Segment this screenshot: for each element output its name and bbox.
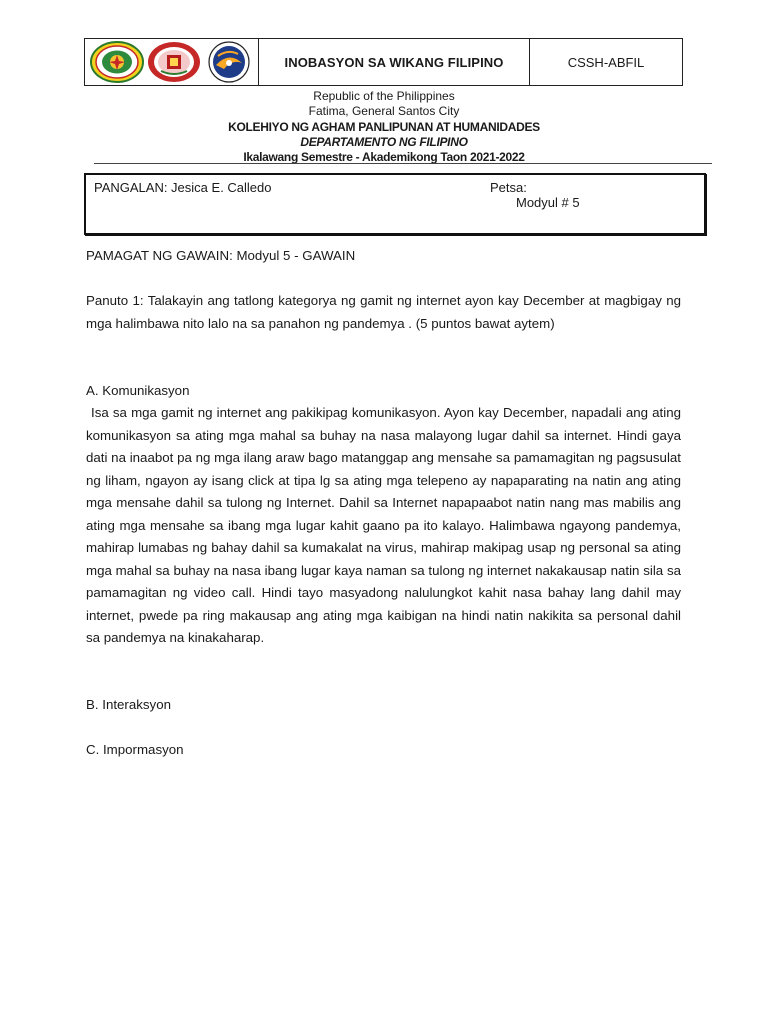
course-code: CSSH-ABFIL [567,54,645,70]
activity-title: PAMAGAT NG GAWAIN: Modyul 5 - GAWAIN [86,248,356,263]
semester-line: Ikalawang Semestre - Akademikong Taon 2021-2022 [243,150,525,164]
republic-line: Republic of the Philippines [313,89,455,103]
date-label: Petsa: [490,180,527,195]
section-c-heading: C. Impormasyon [86,742,184,757]
university-seal-icon [90,41,144,83]
document-title: INOBASYON SA WIKANG FILIPINO [259,39,530,85]
student-name: PANGALAN: Jesica E. Calledo [94,180,272,195]
section-a-body: Isa sa mga gamit ng internet ang pakikipag komunikasyon. Ayon kay December, napadali ang ating komunikasyon sa ating mga mahal sa buhay na nasa malayong lugar dahil sa internet. Hindi gaya dati na inaabot pa ng mga ilang araw bago matanggap ang mensahe sa pamamagitan ng pagsusulat ng liham, ngayon ay isang click at tipa lg sa ating mga telepeno ay napaparating na natin ang ating mga mensahe dahil sa tulong ng Internet. Dahil sa Internet napapaabot natin nang mas mabilis ang ating mga mensahe sa ibang mga lugar kahit gaano pa ito kalayo. Halimbawa ngayong pandemya, mahirap lumabas ng bahay dahil sa kumakalat na virus, mahirap makipag usap ng personal sa ating mga mahal sa buhay na nasa ibang lugar kaya naman sa tulong ng internet nakakausap natin sila sa pamamagitan ng video call. Hindi tayo masyadong nalulungkot kahit nasa bahay lang dahil may internet, pwede pa ring makausap ang ating mga kaibigan na hindi natin nakikita sa personal dahil sa pandemya na kinakaharap. [86,405,681,645]
college-line: KOLEHIYO NG AGHAM PANLIPUNAN AT HUMANIDADES [228,120,540,134]
header-logos [85,39,259,85]
module-label: Modyul # 5 [516,195,580,210]
college-seal-icon [147,41,201,83]
location-line: Fatima, General Santos City [308,104,460,118]
header-table [84,38,683,86]
header-divider [94,163,712,164]
instruction-paragraph: Panuto 1: Talakayin ang tatlong kategorya ng gamit ng internet ayon kay December at magbigay ng mga halimbawa nito lalo na sa panahon ng pandemya . (5 puntos bawat aytem) [86,293,681,331]
department-seal-icon [204,41,254,83]
section-b-heading: B. Interaksyon [86,697,171,712]
department-line: DEPARTAMENTO NG FILIPINO [300,135,468,149]
student-info-box [84,173,706,235]
section-a-heading: A. Komunikasyon [86,383,190,398]
